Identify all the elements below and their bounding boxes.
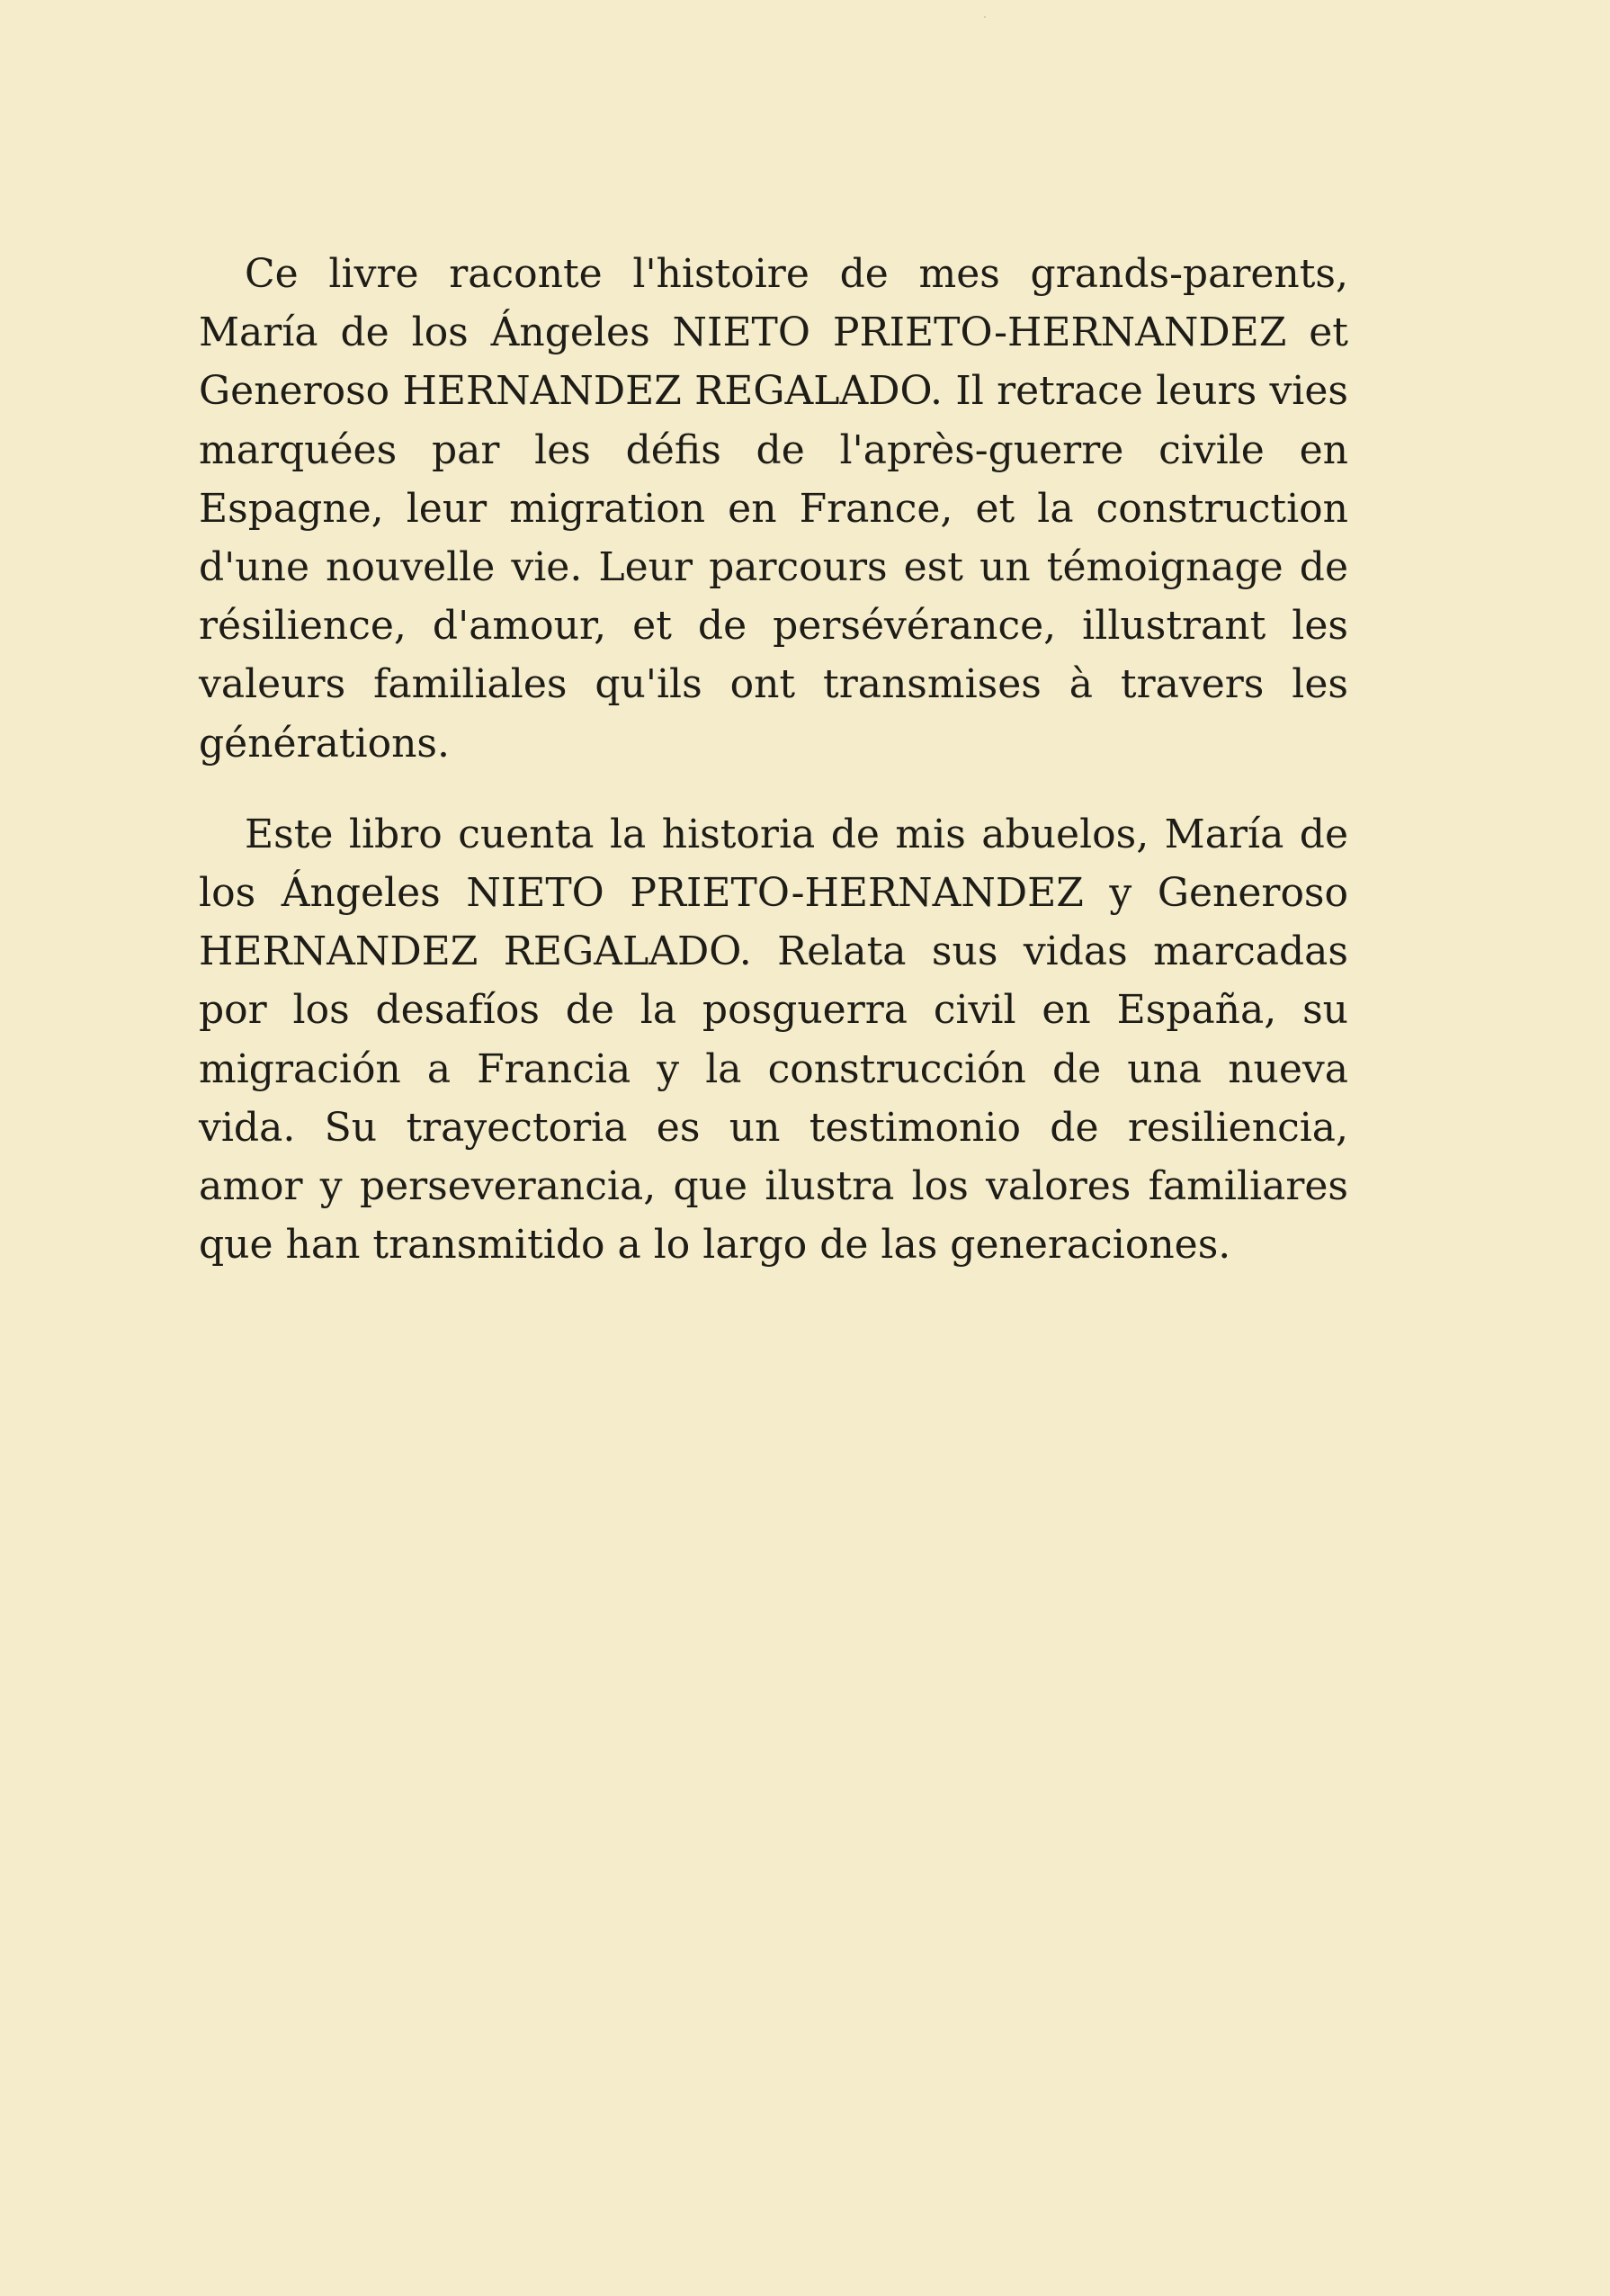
paper-speck <box>984 16 986 18</box>
summary-paragraph-french: Ce livre raconte l'histoire de mes grands-parents, María de los Ángeles NIETO PRIETO-HERNANDEZ et Generoso HERNANDEZ REGALADO. Il retrace leurs vies marquées par les défis de l'après-guerre civile en Espagne, leur migration en France, et la construction d'une nouvelle vie. Leur parcours est un témoignage de résilience, d'amour, et de persévérance, illustrant les valeurs familiales qu'ils ont transmises à travers les générations. <box>199 251 1348 767</box>
summary-text-block <box>199 245 1348 1274</box>
summary-paragraph-spanish: Este libro cuenta la historia de mis abuelos, María de los Ángeles NIETO PRIETO-HERNANDEZ y Generoso HERNANDEZ REGALADO. Relata sus vidas marcadas por los desafíos de la posguerra civil en España, su migración a Francia y la construcción de una nueva vida. Su trayectoria es un testimonio de resiliencia, amor y perseverancia, que ilustra los valores familiares que han transmitido a lo largo de las generaciones. <box>199 811 1348 1269</box>
